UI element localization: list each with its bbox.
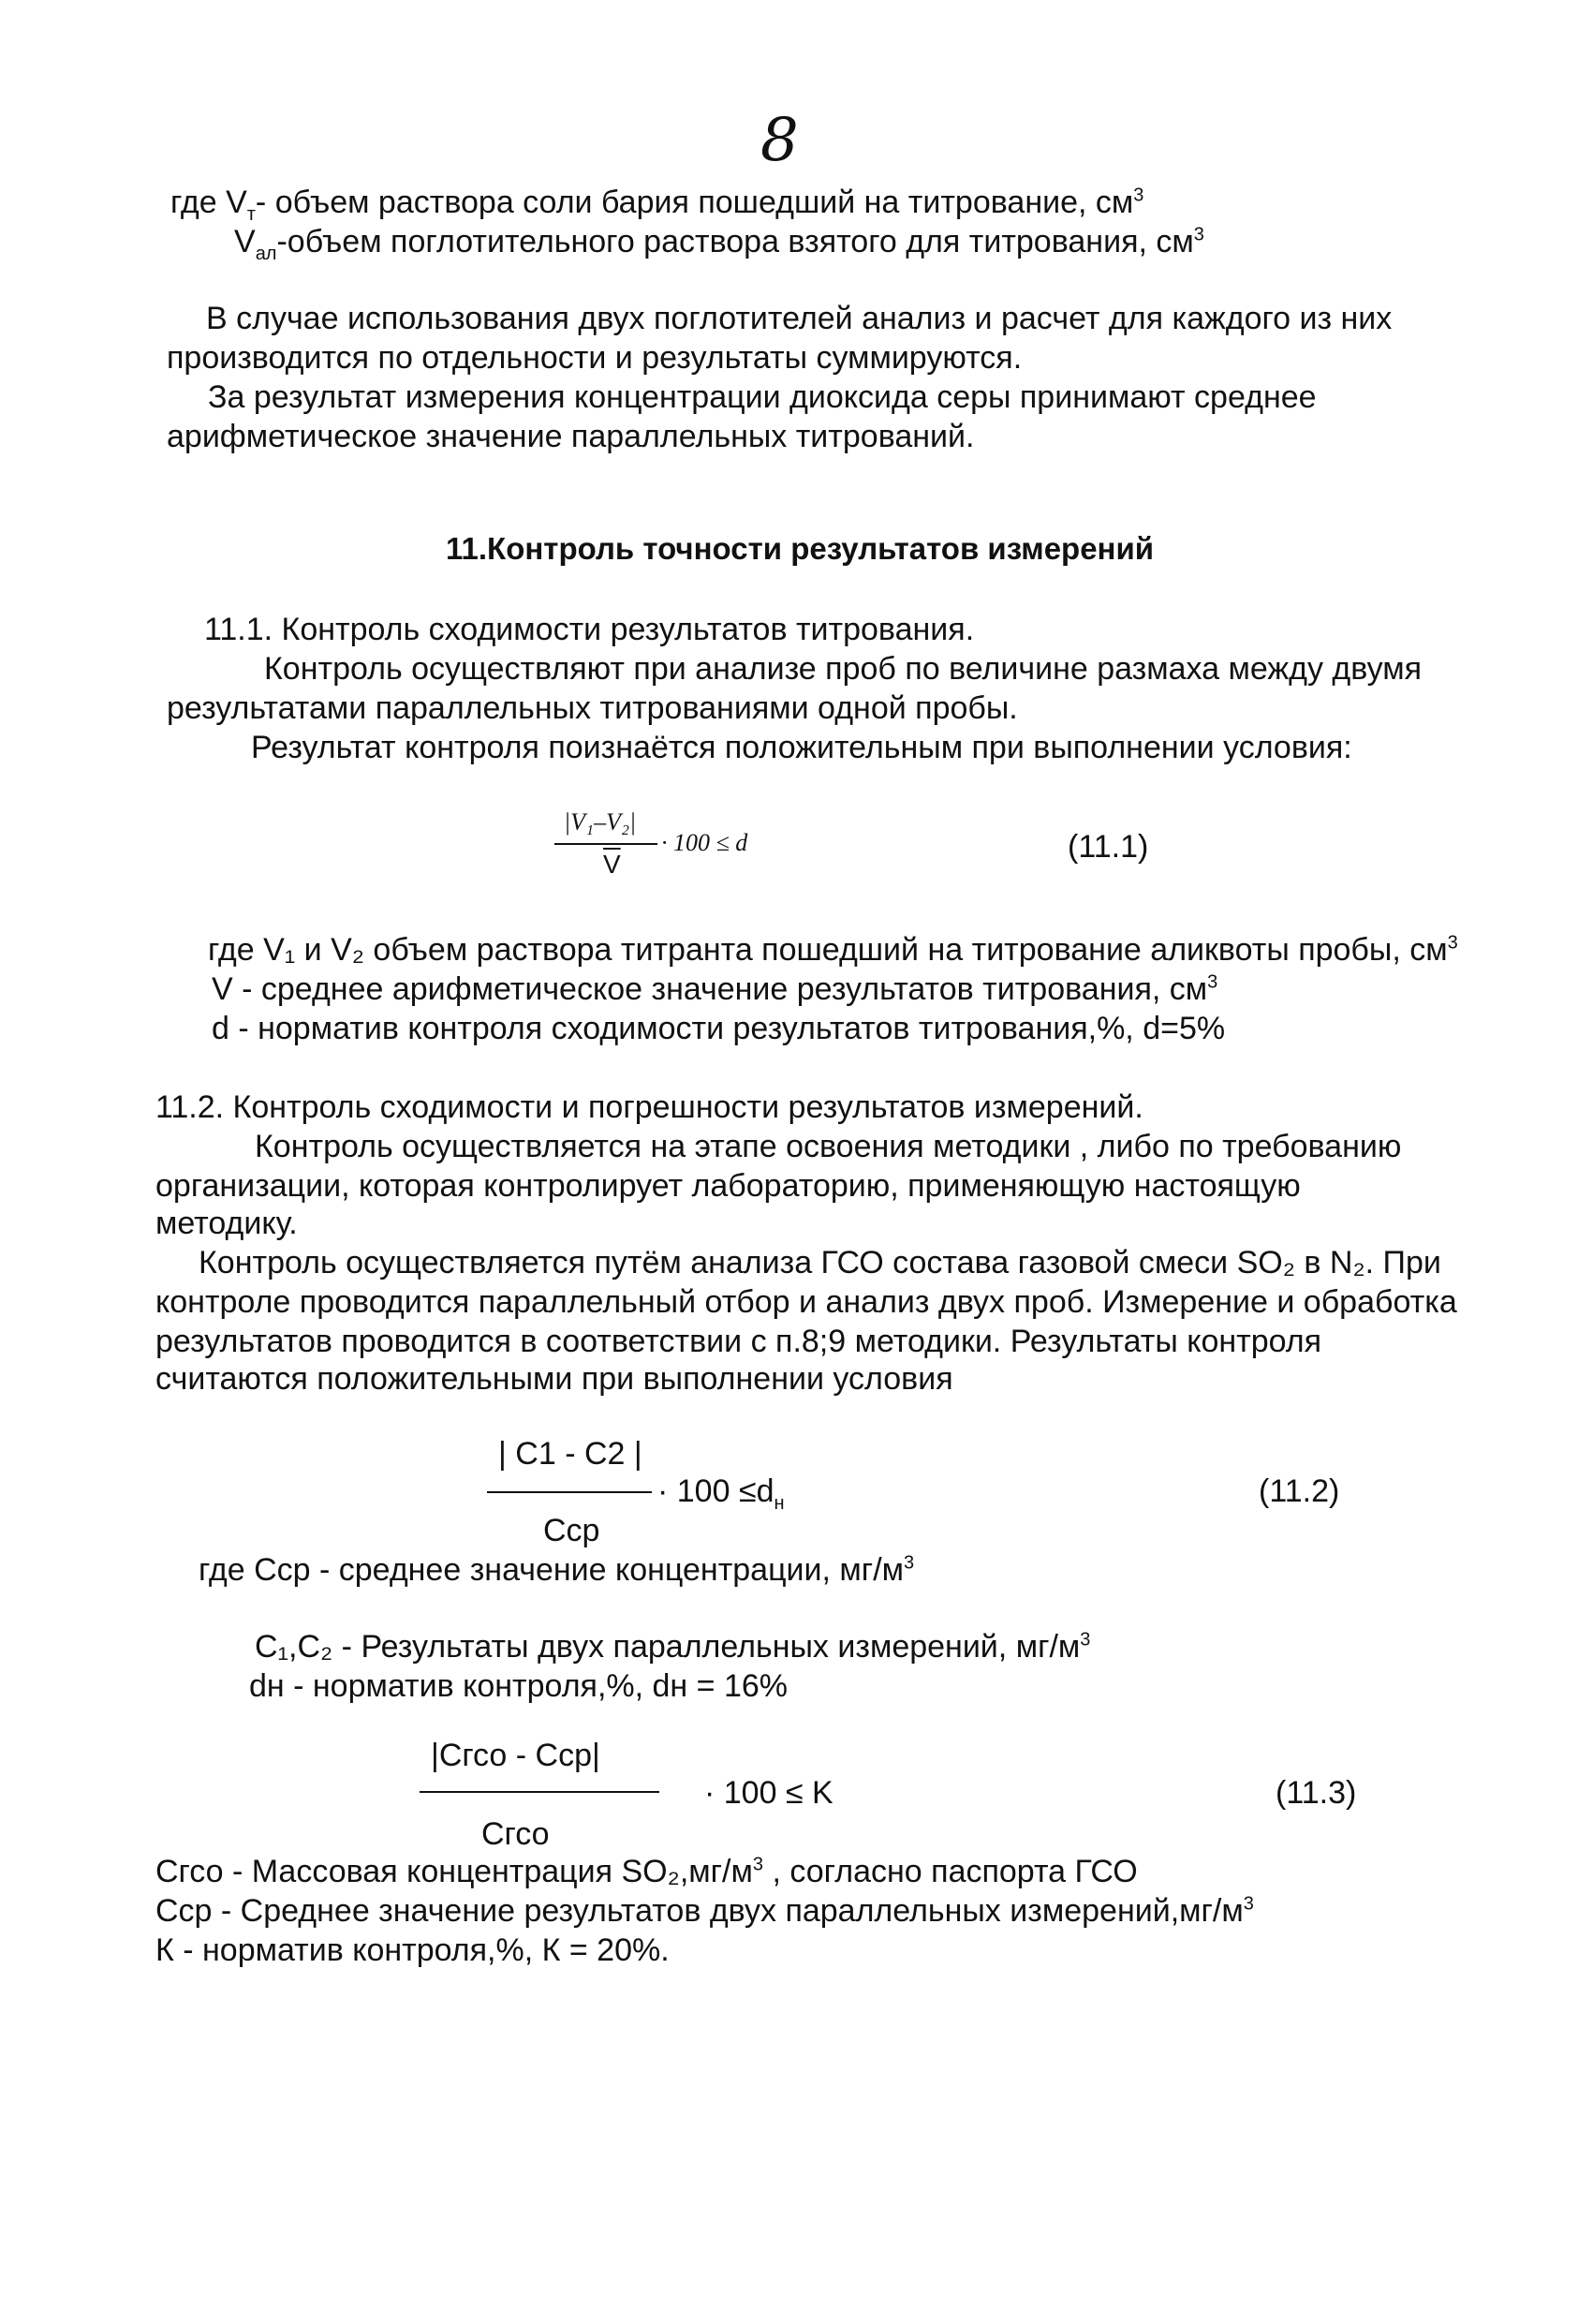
para1-line1: В случае использования двух поглотителей анализ и расчет для каждого из них	[206, 301, 1393, 336]
s11-2-line4: Контроль осуществляется путём анализа ГСО состава газовой смеси SO₂ в N₂. При	[199, 1245, 1441, 1280]
formula-11-3-rhs: · 100 ≤ K	[704, 1775, 833, 1811]
s11-1-title: 11.1. Контроль сходимости результатов титрования.	[204, 612, 975, 647]
var-k-line: К - норматив контроля,%, К = 20%.	[155, 1932, 670, 1968]
s11-2-line1: Контроль осуществляется на этапе освоения методики , либо по требованию	[255, 1129, 1402, 1164]
var-val-line: $V_{ал}$-объем поглотительного раствора взятого для титрования, $см^3$	[234, 224, 1204, 264]
s11-2-line2: организации, которая контролирует лабораторию, применяющую настоящую	[155, 1168, 1301, 1204]
s11-1-line2: результатами параллельных титрованиями одной пробы.	[167, 690, 1018, 726]
formula-11-1-denominator: $\overline{V}$	[603, 850, 621, 879]
formula-11-2-numerator: | C1 - C2 |	[498, 1436, 642, 1472]
formula-11-2-rhs: · $100 \le d_н$	[657, 1473, 785, 1514]
var-cgco-line: Сгсо - Массовая концентрация $SO_2,мг/м^3$ , согласно паспорта ГСО	[155, 1854, 1138, 1889]
s11-2-line5: контроле проводится параллельный отбор и анализ двух проб. Измерение и обработка	[155, 1284, 1457, 1320]
formula-11-2-number: (11.2)	[1259, 1473, 1340, 1509]
formula-11-1-numerator: |V₁–V₂|	[564, 808, 637, 836]
formula-11-3-fraction-bar	[420, 1791, 659, 1793]
s11-2-line6: результатов проводится в соответствии с п.8;9 методики. Результаты контроля	[155, 1324, 1322, 1359]
page-number: 8	[760, 106, 799, 175]
formula-11-3-numerator: |Сгсо - Сср|	[431, 1738, 600, 1773]
formula-11-2-denominator: Сср	[543, 1513, 600, 1548]
para2-line2: арифметическое значение параллельных титрований.	[167, 419, 975, 454]
formula-11-1-number: (11.1)	[1068, 829, 1149, 865]
var-vbar-line: V - среднее арифметическое значение результатов титрования, $см^3$	[212, 971, 1218, 1007]
section-heading: 11.Контроль точности результатов измерений	[446, 531, 1155, 566]
var-vt-line: где $V_т-$ объем раствора соли бария пошедший на титрование, $см^3$	[170, 185, 1144, 225]
s11-1-line1: Контроль осуществляют при анализе проб по величине размаха между двумя	[264, 651, 1422, 687]
var-ccp-avg-line: Сср - Среднее значение результатов двух параллельных $измерений,мг/м^3$	[155, 1893, 1254, 1929]
var-dn-line: dн - норматив контроля,%, dн = 16%	[249, 1668, 788, 1704]
var-d-line: d - норматив контроля сходимости результатов титрования,%, d=5%	[212, 1011, 1226, 1046]
var-ccp-line: где Сср - среднее значение концентрации, $мг/м^3$	[199, 1552, 915, 1588]
s11-1-line3: Результат контроля поизнаётся положительным при выполнении условия:	[251, 730, 1352, 765]
formula-11-3-number: (11.3)	[1276, 1775, 1357, 1811]
formula-11-2-fraction-bar	[487, 1491, 652, 1493]
para2-line1: За результат измерения концентрации диоксида серы принимают среднее	[208, 379, 1317, 415]
formula-11-1-rhs: · 100 ≤ d	[661, 829, 748, 856]
s11-2-title: 11.2. Контроль сходимости и погрешности результатов измерений.	[155, 1089, 1143, 1125]
s11-2-line3: методику.	[155, 1206, 298, 1241]
para1-line2: производится по отдельности и результаты суммируются.	[167, 340, 1023, 376]
formula-11-1-fraction-bar	[554, 843, 657, 845]
s11-2-line7: считаются положительными при выполнении условия	[155, 1361, 953, 1397]
var-v1-v2-line: где V₁ и V₂ объем раствора титранта пошедший на титрование аликвоты пробы, $см^3$	[208, 932, 1458, 968]
formula-11-3-denominator: Сгсо	[481, 1816, 550, 1852]
var-c1c2-line: C₁,C₂ - Результаты двух параллельных измерений, $мг/м^3$	[255, 1629, 1091, 1665]
